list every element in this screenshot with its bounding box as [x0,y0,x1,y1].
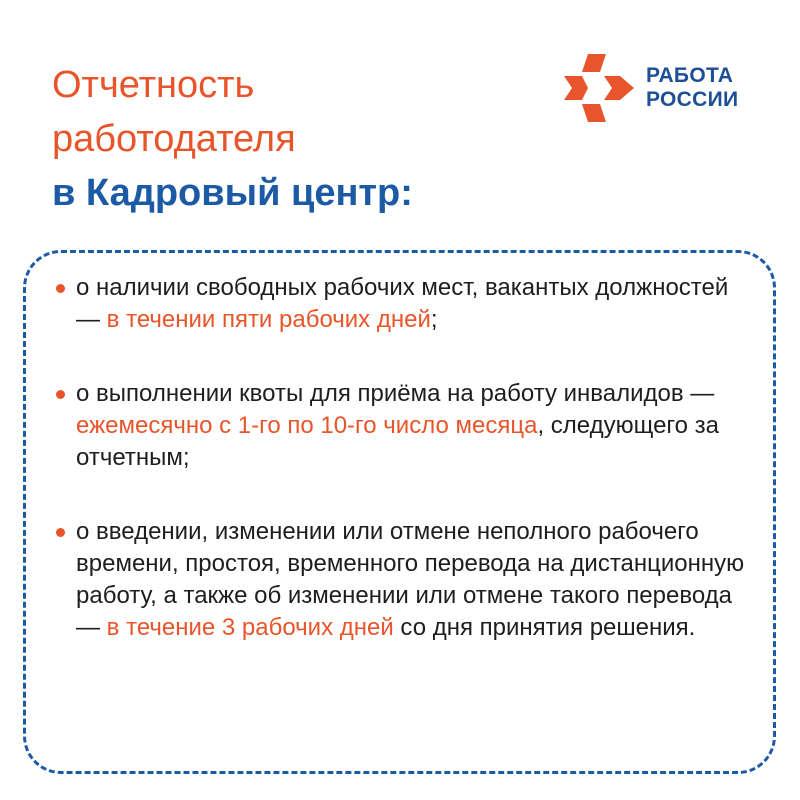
logo [560,48,760,128]
bullet-dot-icon [56,528,65,537]
item-text-end: со дня принятия решения. [393,614,696,641]
list-item [56,378,756,474]
logo-line-1: РАБОТА [646,64,734,87]
logo-text [646,64,738,112]
page-title [52,58,413,220]
item-text: о наличии свободных рабочих мест, вакантых должностей — [76,274,729,333]
item-highlight: в течение 3 рабочих дней [106,614,394,641]
list-item [56,516,756,644]
title-line-1: Отчетность [52,64,255,106]
item-highlight: в течении пяти рабочих дней [106,306,431,333]
title-line-2: работодателя [52,118,296,160]
list-item [56,272,756,336]
item-text: о выполнении квоты для приёма на работу инвалидов — [76,380,715,407]
bullet-dot-icon [56,390,65,399]
item-text-end: ; [430,306,438,333]
requirements-list [56,272,756,644]
logo-line-2: РОССИИ [646,88,739,111]
title-line-3: в Кадровый центр: [52,172,413,214]
item-highlight: ежемесячно с 1-го по 10-го число месяца [76,412,538,439]
item-text: о введении, изменении или отмене неполного рабочего времени, простоя, временного перевода на дистанционную работу, а также об изменении или отмене такого перевода — [76,518,745,641]
item-text-end: , следующего за отчетным; [76,412,720,471]
bullet-dot-icon [56,284,65,293]
rabota-rossii-arrows-icon [560,48,640,128]
